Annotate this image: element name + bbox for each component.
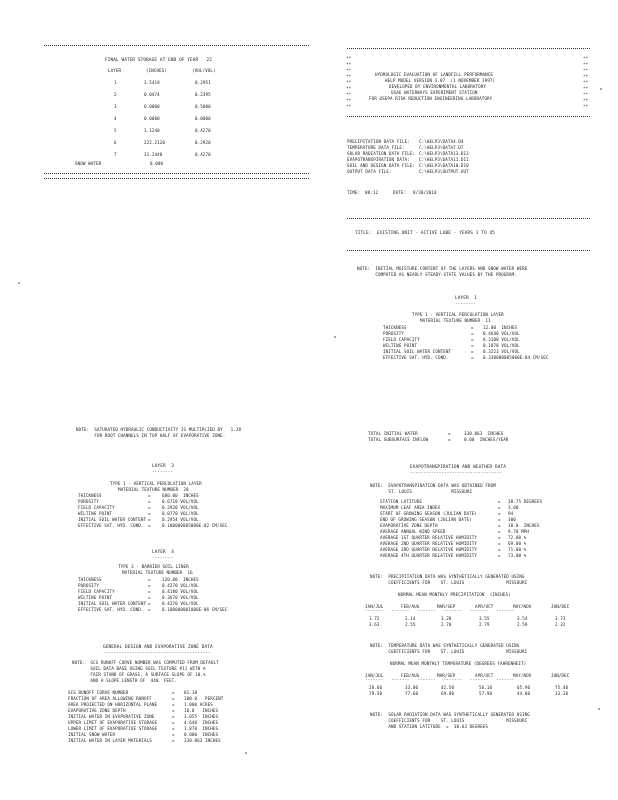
month-header: JUN/DEC — [551, 604, 570, 609]
month-value: 1.72 — [369, 616, 380, 621]
month-value: 2.70 — [441, 622, 452, 627]
property-value: 0.4180 VOL/VOL — [162, 589, 199, 594]
divider — [347, 250, 590, 251]
property-label: INITIAL SOIL WATER CONTENT — [78, 517, 147, 522]
property-equals: = — [498, 499, 501, 504]
file-path: C:\HELP3\DATA10.D10 — [419, 163, 469, 168]
month-value: 2.59 — [517, 622, 528, 627]
property-equals: = — [148, 607, 151, 612]
storage-volvol-cell: 0.2920 — [195, 140, 211, 145]
property-value: 0.2920 VOL/VOL — [162, 505, 199, 510]
note-initial-moisture-1: NOTE: INITIAL MOISTURE CONTENT OF THE LAYERS AND SNOW WATER WERE — [357, 266, 528, 271]
property-label: THICKNESS — [383, 325, 407, 330]
file-label: PRECIPITATION DATA FILE: — [347, 139, 410, 144]
general-title: GENERAL DESIGN AND EVAPORATIVE ZONE DATA — [103, 645, 213, 650]
property-label: STATION LATITUDE — [380, 499, 422, 504]
col-header-volvol: (VOL/VOL) — [192, 68, 216, 73]
property-value: 0.4270 VOL/VOL — [162, 583, 199, 588]
property-value: 330.863 INCHES — [184, 738, 221, 743]
property-label: MAXIMUM LEAF AREA INDEX — [380, 505, 441, 510]
file-label: EVAPOTRANSPIRATION DATA: — [347, 157, 410, 162]
storage-layer-cell: 4 — [114, 116, 117, 121]
month-value: 28.60 — [369, 685, 383, 690]
property-label: POROSITY — [78, 583, 99, 588]
property-equals: = — [498, 523, 501, 528]
divider — [44, 178, 309, 179]
general-note-3: FAIR STAND OF GRASS, A SURFACE SLOPE OF 10.% — [72, 672, 206, 677]
property-equals: = — [498, 553, 501, 558]
month-header: JUN/DEC — [551, 673, 570, 678]
property-value: 10.0 INCHES — [508, 523, 540, 528]
property-equals: = — [498, 505, 501, 510]
property-label: WILTING POINT — [78, 595, 113, 600]
layer3-title: LAYER 3 — [152, 464, 174, 469]
property-label: INITIAL SOIL WATER CONTENT — [78, 601, 147, 606]
month-value: 2.14 — [405, 616, 416, 621]
property-label: INITIAL SNOW WATER — [68, 732, 116, 737]
month-header: FEB/AUG — [401, 604, 420, 609]
snow-water-label: SNOW WATER — [75, 161, 102, 166]
month-value: 2.79 — [479, 622, 490, 627]
property-equals: = — [498, 511, 501, 516]
storage-volvol-cell: 0.4270 — [195, 152, 211, 157]
header-line-1: HYDROLOGIC EVALUATION OF LANDFILL PERFORMANCE — [375, 72, 493, 77]
property-label: TOTAL SUBSURFACE INFLOW — [368, 437, 429, 442]
property-equals: = — [172, 732, 175, 737]
property-label: SCS RUNOFF CURVE NUMBER — [68, 690, 129, 695]
general-underline: ----------------------------------------- — [103, 650, 211, 655]
property-value: 0.3223 VOL/VOL — [483, 349, 520, 354]
property-label: THICKNESS — [78, 577, 102, 582]
property-label: WILTING POINT — [383, 343, 418, 348]
file-label: SOIL AND DESIGN DATA FILE: — [347, 163, 416, 168]
storage-inches-cell: 6.0000 — [144, 104, 160, 109]
layer1-texture: MATERIAL TEXTURE NUMBER 11 — [420, 318, 491, 323]
month-header: FEB/AUG — [401, 673, 420, 678]
storage-inches-cell: 31.2440 — [144, 152, 163, 157]
scan-speck — [598, 708, 600, 710]
property-label: POROSITY — [78, 499, 99, 504]
header-rule: ------- ------- ------- ------- ------- ------- — [365, 608, 515, 613]
divider — [347, 218, 590, 219]
header-line-5: FOR USEPA RISK REDUCTION ENGINEERING LABORATORY — [369, 96, 493, 101]
layer4-underline: -------- — [152, 555, 173, 560]
water-storage-rows — [100, 80, 300, 170]
month-value: 3.63 — [369, 622, 380, 627]
layer3-properties — [78, 493, 288, 533]
divider — [347, 48, 590, 49]
layer1-type: TYPE 1 - VERTICAL PERCOLATION LAYER — [412, 312, 504, 317]
scan-speck — [245, 752, 247, 754]
note-initial-moisture-2: COMPUTED AS NEARLY STEADY-STATE VALUES BY THE PROGRAM. — [357, 272, 517, 277]
property-equals: = — [498, 547, 501, 552]
precip-table — [365, 604, 595, 634]
property-value: 0.100000001000E-06 CM/SEC — [162, 607, 228, 612]
property-equals: = — [148, 511, 151, 516]
header-rule: ------- ------- ------- ------- ------- ------- — [365, 677, 515, 682]
property-value: 0.3100 VOL/VOL — [483, 337, 520, 342]
property-value: 1.870 INCHES — [184, 726, 219, 731]
property-value: 38.75 DEGREES — [508, 499, 543, 504]
general-properties — [68, 690, 283, 750]
month-header: MAR/SEP — [437, 604, 456, 609]
month-value: 42.50 — [441, 685, 455, 690]
property-value: 0.0770 VOL/VOL — [162, 511, 199, 516]
property-value: 71.00 % — [508, 547, 527, 552]
property-value: 72.00 % — [508, 535, 527, 540]
month-header: MAR/SEP — [437, 673, 456, 678]
temp-table — [365, 673, 595, 703]
property-value: 0.100000005000E-02 CM/SEC — [162, 523, 228, 528]
month-value: 3.28 — [441, 616, 452, 621]
property-equals: = — [172, 702, 175, 707]
layer1-underline: -------- — [455, 301, 476, 306]
header-box-left-border: ** ** ** ** ** ** ** ** ** — [346, 56, 352, 109]
property-equals: = — [148, 517, 151, 522]
property-value: 0.000 INCHES — [184, 732, 219, 737]
date-value: 8/30/2018 — [413, 190, 437, 195]
property-equals: = — [172, 720, 175, 725]
layer1-title: LAYER 1 — [455, 296, 477, 301]
month-value: 56.10 — [479, 685, 493, 690]
file-path: C:\HELP3\DATA13.D13 — [419, 151, 469, 156]
property-label: WILTING POINT — [78, 511, 113, 516]
storage-volvol-cell: 0.4270 — [195, 128, 211, 133]
month-value: 3.55 — [479, 616, 490, 621]
storage-inches-cell: 0.0000 — [144, 116, 160, 121]
property-value: 330.863 INCHES — [464, 431, 504, 436]
month-value: 2.32 — [555, 622, 566, 627]
property-value: 81.10 — [184, 690, 198, 695]
storage-volvol-cell: 0.2951 — [195, 80, 211, 85]
storage-inches-cell: 222.2120 — [144, 140, 165, 145]
property-value: 0.6710 VOL/VOL — [162, 499, 199, 504]
property-equals: = — [172, 714, 175, 719]
property-label: INITIAL WATER IN LAYER MATERIALS — [68, 738, 152, 743]
evapo-properties — [380, 499, 595, 561]
evapo-underline: ----------------------------------- — [410, 470, 502, 475]
header-line-2: HELP MODEL VERSION 3.07 (1 NOVEMBER 1997) — [385, 78, 496, 83]
month-header: APR/OCT — [475, 604, 494, 609]
property-equals: = — [148, 589, 151, 594]
month-value: 77.60 — [405, 691, 419, 696]
property-value: 300 — [508, 517, 516, 522]
property-value: 1.000 ACRES — [184, 702, 213, 707]
property-label: AREA PROJECTED ON HORIZONTAL PLANE — [68, 702, 158, 707]
property-equals: = — [498, 529, 501, 534]
property-equals: = — [148, 505, 151, 510]
file-path: C:\HELP3\DATA7.D7 — [419, 145, 464, 150]
layer3-type: TYPE 1 - VERTICAL PERCOLATION LAYER — [110, 481, 202, 486]
property-value: 120.00 INCHES — [162, 577, 199, 582]
water-storage-title: FINAL WATER STORAGE AT END OF YEAR 22 — [105, 58, 212, 63]
header-line-4: USAE WATERWAYS EXPERIMENT STATION — [391, 90, 478, 95]
layer3-underline: -------- — [152, 469, 173, 474]
property-equals: = — [471, 337, 474, 342]
property-equals: = — [148, 493, 151, 498]
scan-speck — [600, 88, 602, 90]
evapo-note-1: NOTE: EVAPOTRANSPIRATION DATA WAS OBTAINED FROM — [370, 483, 496, 488]
property-equals: = — [471, 331, 474, 336]
header-box-right-border: ** ** ** ** ** ** ** ** ** — [583, 56, 589, 109]
property-label: END OF GROWING SEASON (JULIAN DATE) — [380, 517, 472, 522]
month-value: 69.80 — [441, 691, 455, 696]
property-label: FRACTION OF AREA ALLOWING RUNOFF — [68, 696, 152, 701]
month-header: APR/OCT — [475, 673, 494, 678]
time-label: TIME: — [347, 190, 361, 195]
property-equals: = — [172, 738, 175, 743]
general-note-2: SOIL DATA BASE USING SOIL TEXTURE #11 WITH A — [72, 666, 206, 671]
file-label: SOLAR RADIATION DATA FILE: — [347, 151, 416, 156]
property-label: UPPER LIMIT OF EVAPORATIVE STORAGE — [68, 720, 158, 725]
property-equals: = — [148, 523, 151, 528]
property-label: TOTAL INITIAL WATER — [368, 431, 418, 436]
property-equals: = — [148, 583, 151, 588]
month-value: 44.00 — [517, 691, 531, 696]
month-value: 79.50 — [369, 691, 383, 696]
property-label: FIELD CAPACITY — [78, 589, 115, 594]
time-value: 00:12 — [365, 190, 379, 195]
property-value: 73.00 % — [508, 553, 527, 558]
file-path: C:\HELP3\DATA11.D11 — [419, 157, 469, 162]
month-header: JAN/JUL — [365, 673, 384, 678]
property-label: EVAPORATIVE ZONE DEPTH — [380, 523, 438, 528]
property-label: EFFECTIVE SAT. HYD. COND. — [78, 523, 144, 528]
file-path: C:\HELP3\OUTPUT.OUT — [419, 169, 469, 174]
month-value: 65.90 — [517, 685, 531, 690]
storage-inches-cell: 0.0474 — [144, 92, 160, 97]
evapo-note-2: ST. LOUIS MISSOURI — [370, 489, 473, 494]
property-equals: = — [172, 696, 175, 701]
month-value: 33.20 — [555, 691, 569, 696]
col-header-inches: (INCHES) — [146, 68, 167, 73]
divider — [44, 45, 309, 46]
property-equals: = — [148, 499, 151, 504]
property-label: EFFECTIVE SAT. HYD. COND. — [383, 355, 449, 360]
property-value: 0.3670 VOL/VOL — [162, 595, 199, 600]
property-value: 4.640 INCHES — [184, 720, 219, 725]
property-label: POROSITY — [383, 331, 404, 336]
storage-volvol-cell: 0.2395 — [195, 92, 211, 97]
precip-subtitle: NORMAL MEAN MONTHLY PRECIPITATION (INCHES) — [398, 592, 511, 597]
layer4-type: TYPE 3 - BARRIER SOIL LINER — [118, 564, 189, 569]
file-label: OUTPUT DATA FILE: — [347, 169, 392, 174]
property-value: 3.055 INCHES — [184, 714, 219, 719]
property-value: 0.330000005000E-04 CM/SEC — [483, 355, 549, 360]
property-value: 69.00 % — [508, 541, 527, 546]
property-value: 0.4640 VOL/VOL — [483, 331, 520, 336]
storage-inches-cell: 3.1240 — [144, 128, 160, 133]
storage-layer-cell: 6 — [114, 140, 117, 145]
property-value: 0.2954 VOL/VOL — [162, 517, 199, 522]
month-value: 2.55 — [405, 622, 416, 627]
property-value: 600.00 INCHES — [162, 493, 199, 498]
temp-note-2: COEFFICIENTS FOR ST. LOUIS MISSOURI — [370, 649, 528, 654]
note-conductivity-2: FOR ROOT CHANNELS IN TOP HALF OF EVAPORATIVE ZONE. — [76, 433, 226, 438]
property-equals: = — [471, 349, 474, 354]
property-label: FIELD CAPACITY — [383, 337, 420, 342]
month-value: 3.73 — [555, 616, 566, 621]
property-value: 10.0 INCHES — [184, 708, 219, 713]
property-equals: = — [471, 355, 474, 360]
month-value: 57.90 — [479, 691, 493, 696]
storage-layer-cell: 7 — [114, 152, 117, 157]
solar-note-1: NOTE: SOLAR RADIATION DATA WAS SYNTHETICALLY GENERATED USING — [370, 712, 530, 717]
property-equals: = — [448, 431, 451, 436]
solar-note-2: COEFFICIENTS FOR ST. LOUIS MISSOURI — [370, 718, 528, 723]
storage-layer-cell: 3 — [114, 104, 117, 109]
col-header-layer: LAYER — [108, 68, 122, 73]
property-value: 94 — [508, 511, 514, 516]
month-value: 3.54 — [517, 616, 528, 621]
month-header: MAY/NOV — [513, 604, 532, 609]
property-equals: = — [471, 343, 474, 348]
layer1-properties — [383, 325, 593, 365]
property-equals: = — [498, 517, 501, 522]
property-label: LOWER LIMIT OF EVAPORATIVE STORAGE — [68, 726, 158, 731]
property-equals: = — [172, 690, 175, 695]
property-value: 12.00 INCHES — [483, 325, 518, 330]
property-label: AVERAGE 4TH QUARTER RELATIVE HUMIDITY — [380, 553, 477, 558]
property-label: AVERAGE 1ST QUARTER RELATIVE HUMIDITY — [380, 535, 477, 540]
property-equals: = — [148, 577, 151, 582]
property-equals: = — [448, 437, 451, 442]
property-value: 3.00 — [508, 505, 519, 510]
solar-note-3: AND STATION LATITUDE = 38.63 DEGREES — [370, 724, 488, 729]
property-equals: = — [172, 708, 175, 713]
property-label: AVERAGE 2ND QUARTER RELATIVE HUMIDITY — [380, 541, 477, 546]
property-equals: = — [471, 325, 474, 330]
property-equals: = — [498, 541, 501, 546]
total-water — [368, 431, 588, 445]
month-header: JAN/JUL — [365, 604, 384, 609]
property-label: EVAPORATIVE ZONE DEPTH — [68, 708, 126, 713]
property-label: START OF GROWING SEASON (JULIAN DATE) — [380, 511, 477, 516]
date-label: DATE: — [393, 190, 407, 195]
header-line-3: DEVELOPED BY ENVIRONMENTAL LABORATORY — [389, 84, 486, 89]
layer4-properties — [78, 577, 288, 617]
layer3-texture: MATERIAL TEXTURE NUMBER 28 — [118, 487, 189, 492]
property-value: 100.0 PERCENT — [184, 696, 224, 701]
scan-speck — [334, 336, 336, 338]
property-equals: = — [148, 595, 151, 600]
property-label: INITIAL SOIL WATER CONTENT — [383, 349, 452, 354]
property-equals: = — [148, 601, 151, 606]
month-value: 33.00 — [405, 685, 419, 690]
file-path: C:\HELP3\DATA4.D4 — [419, 139, 464, 144]
storage-layer-cell: 1 — [114, 80, 117, 85]
property-value: 0.00 INCHES/YEAR — [464, 437, 509, 442]
property-value: 0.4270 VOL/VOL — [162, 601, 199, 606]
property-equals: = — [498, 535, 501, 540]
general-note-4: AND A SLOPE LENGTH OF 440. FEET. — [72, 678, 177, 683]
property-value: 9.70 MPH — [508, 529, 529, 534]
snow-water-value: 0.000 — [150, 161, 164, 166]
storage-volvol-cell: 0.5000 — [195, 104, 211, 109]
property-value: 0.1870 VOL/VOL — [483, 343, 520, 348]
temp-note-1: NOTE: TEMPERATURE DATA WAS SYNTHETICALLY GENERATED USING — [370, 643, 520, 648]
storage-volvol-cell: 0.0000 — [195, 116, 211, 121]
evapo-title: EVAPOTRANSPIRATION AND WEATHER DATA — [410, 465, 507, 470]
layer4-title: LAYER 4 — [152, 550, 174, 555]
property-label: INITIAL WATER IN EVAPORATIVE ZONE — [68, 714, 155, 719]
property-equals: = — [172, 726, 175, 731]
month-value: 75.40 — [555, 685, 569, 690]
month-header: MAY/NOV — [513, 673, 532, 678]
property-label: AVERAGE 3RD QUARTER RELATIVE HUMIDITY — [380, 547, 477, 552]
storage-inches-cell: 3.5419 — [144, 80, 160, 85]
property-label: FIELD CAPACITY — [78, 505, 115, 510]
scan-speck — [18, 282, 20, 284]
storage-layer-cell: 2 — [114, 92, 117, 97]
layer4-texture: MATERIAL TEXTURE NUMBER 16 — [122, 570, 193, 575]
note-conductivity-1: NOTE: SATURATED HYDRAULIC CONDUCTIVITY IS MULTIPLIED BY 1.28 — [76, 427, 242, 432]
divider — [347, 116, 590, 117]
temp-subtitle: NORMAL MEAN MONTHLY TEMPERATURE (DEGREES FAHRENHEIT) — [390, 661, 527, 666]
property-label: EFFECTIVE SAT. HYD. COND. — [78, 607, 144, 612]
property-label: AVERAGE ANNUAL WIND SPEED — [380, 529, 446, 534]
storage-layer-cell: 5 — [114, 128, 117, 133]
run-title: TITLE: EXISTING UNIT - ACTIVE LOBE - YEARS 1 TO 45 — [355, 231, 495, 236]
divider — [44, 173, 309, 174]
precip-note-2: COEFFICIENTS FOR ST. LOUIS MISSOURI — [370, 580, 528, 585]
precip-note-1: NOTE: PRECIPITATION DATA WAS SYNTHETICALLY GENERATED USING — [370, 574, 525, 579]
general-note-1: NOTE: SCS RUNOFF CURVE NUMBER WAS COMPUTED FROM DEFAULT — [72, 660, 219, 665]
property-label: THICKNESS — [78, 493, 102, 498]
file-list — [347, 139, 587, 179]
file-label: TEMPERATURE DATA FILE: — [347, 145, 405, 150]
